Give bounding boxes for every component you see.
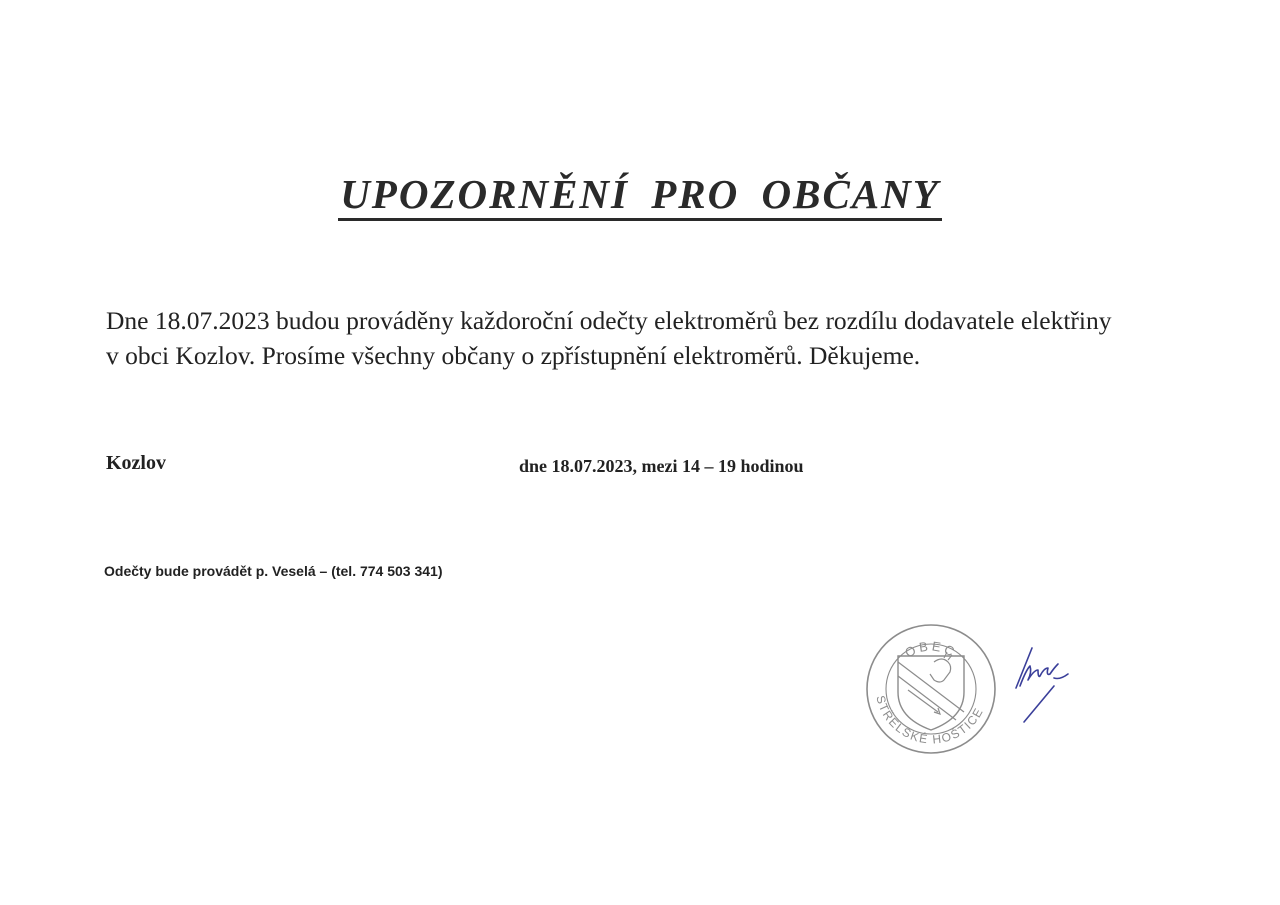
notice-title	[0, 170, 1280, 221]
municipal-stamp	[864, 622, 998, 756]
place-name: Kozlov	[106, 452, 166, 474]
stamp-text-bottom: STŘELSKÉ HOŠTICE	[873, 693, 987, 747]
notice-body	[106, 303, 1216, 373]
notice-title-text: UPOZORNĚNÍ PRO OBČANY	[338, 172, 942, 221]
signature	[1010, 642, 1076, 726]
notice-body-line-2: v obci Kozlov. Prosíme všechny občany o zpřístupnění elektroměrů. Děkujeme.	[106, 341, 921, 370]
notice-body-line-1: Dne 18.07.2023 budou prováděny každoroční odečty elektroměrů bez rozdílu dodavatele elektřiny	[106, 306, 1112, 335]
reading-date-time: dne 18.07.2023, mezi 14 – 19 hodinou	[519, 456, 804, 476]
reader-contact: Odečty bude provádět p. Veselá – (tel. 774 503 341)	[104, 563, 443, 579]
svg-text:OBEC	[902, 638, 959, 660]
stamp-text-top: OBEC	[902, 638, 960, 661]
